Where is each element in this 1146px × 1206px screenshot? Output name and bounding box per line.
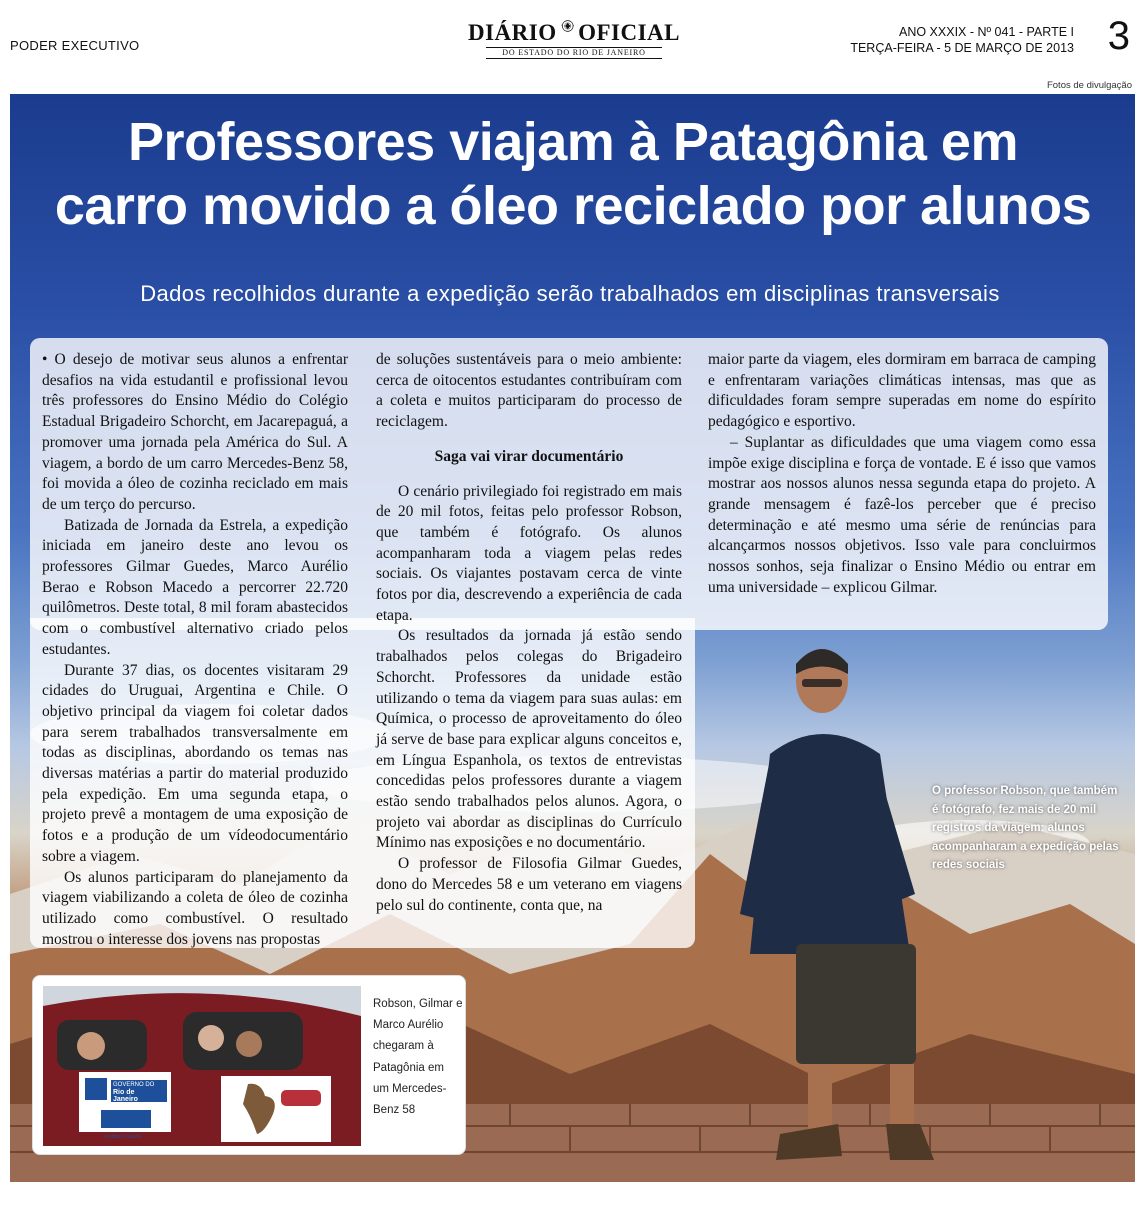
date-line: TERÇA-FEIRA - 5 DE MARÇO DE 2013 xyxy=(850,41,1074,55)
article-headline xyxy=(0,110,1146,238)
state-seal-icon xyxy=(561,11,574,41)
photo-credit: Fotos de divulgação xyxy=(1046,80,1132,91)
headline-line-1: Professores viajam à Patagônia em xyxy=(128,112,1018,172)
edition-info xyxy=(850,24,1074,56)
paragraph: maior parte da viagem, eles dormiram em barraca de camping e enfrentaram variações climáticas intensas, mas que as dificuldades foram sempre superadas em nome do espírito pedagógico e esportivo. xyxy=(708,351,1096,431)
column-1 xyxy=(42,350,348,950)
masthead-title xyxy=(468,20,680,46)
sign-text-1: GOVERNO DO xyxy=(113,1082,155,1088)
subheading: Saga vai virar documentário xyxy=(434,447,624,465)
column-2 xyxy=(376,350,682,916)
headline-line-2: carro movido a óleo reciclado por alunos xyxy=(54,176,1092,236)
column-3 xyxy=(708,350,1096,598)
page-number: 3 xyxy=(1107,14,1130,58)
section-label: PODER EXECUTIVO xyxy=(10,38,140,53)
article-deck: Dados recolhidos durante a expedição serão trabalhados em disciplinas transversais xyxy=(140,281,1000,306)
masthead-subtitle: DO ESTADO DO RIO DE JANEIRO xyxy=(486,47,662,59)
edition-line: ANO XXXIX - Nº 041 - PARTE I xyxy=(899,25,1074,39)
masthead-word-diario: DIÁRIO xyxy=(468,20,557,45)
masthead xyxy=(468,6,680,66)
paragraph: Batizada de Jornada da Estrela, a expedição iniciada em janeiro deste ano levou os professores Gilmar Guedes, Marco Aurélio Berao e Robson Macedo a percorrer 22.720 quilômetros. Deste total, 8 mil foram abastecidos com o combustível alternativo criado pelos estudantes. xyxy=(42,516,348,658)
car-photo xyxy=(43,986,361,1146)
paragraph: – Suplantar as dificuldades que uma viagem como essa impõe exige disciplina e força de vontade. E é isso que vamos mostrar aos nossos alunos nessa segunda etapa do projeto. A grande mensagem é fazê-los perceber que é preciso determinação e até mesmo uma série de renúncias para alcançarmos nossos objetivos. Isso vale para concluirmos nossos sonhos, seja finalizar o Ensino Médio ou entrar em uma universidade – explicou Gilmar. xyxy=(708,433,1096,596)
paragraph: Os alunos participaram do planejamento da viagem viabilizando a coleta de óleo de cozinha utilizado como combustível. O resultado mostrou o interesse dos jovens nas propostas xyxy=(42,868,348,948)
photo-caption-car: Robson, Gilmar e Marco Aurélio chegaram à Patagônia em um Mercedes-Benz 58 xyxy=(373,998,463,1117)
sign-text-2: Rio de xyxy=(113,1089,135,1096)
sign-text-4: Instituto Cultural xyxy=(105,1134,142,1140)
masthead-word-oficial: OFICIAL xyxy=(578,20,680,45)
photo-caption-robson: O professor Robson, que também é fotógrafo, fez mais de 20 mil registros da viagem: alunos acompanharam a expedição pelas redes sociais xyxy=(932,785,1119,871)
paragraph: Os resultados da jornada já estão sendo trabalhados pelos colegas do Brigadeiro Schorcht. Professores da unidade estão utilizando o tema da viagem para suas aulas: em Química, o processo de aproveitamento do óleo já serve de base para explicar alguns conceitos e, em Língua Espanhola, os textos de entrevistas concedidas pelos professores durante a viagem estão sendo trabalhados pelos alunos. Agora, o projeto vai abordar as disciplinas do Currículo Mínimo nas exposições e no documentário. xyxy=(376,627,682,852)
inset-photo-box xyxy=(32,975,466,1155)
sign-text-3: Janeiro xyxy=(113,1096,138,1103)
paragraph: • O desejo de motivar seus alunos a enfrentar desafios na vida estudantil e profissional levou três professores do Ensino Médio do Colégio Estadual Brigadeiro Schorcht, em Jacarepaguá, a promover uma jornada pela América do Sul. A viagem, a bordo de um carro Mercedes-Benz 58, foi movida a óleo de cozinha reciclado em mais de um terço do percurso. xyxy=(42,351,348,513)
mercedes-car-image xyxy=(43,986,361,1146)
paragraph: Durante 37 dias, os docentes visitaram 29 cidades do Uruguai, Argentina e Chile. O objetivo principal da viagem foi coletar dados para serem trabalhados transversalmente em todas as disciplinas, abordando os temas nas diversas matérias a partir do material produzido pela expedição. Em uma segunda etapa, o projeto prevê a montagem de uma exposição de fotos e a produção de um vídeodocumentário sobre a viagem. xyxy=(42,661,348,865)
paragraph: de soluções sustentáveis para o meio ambiente: cerca de oitocentos estudantes contribuíram com a coleta e muitos participaram do processo de reciclagem. xyxy=(376,351,682,431)
paragraph: O professor de Filosofia Gilmar Guedes, dono do Mercedes 58 e um veterano em viagens pelo sul do continente, conta que, na xyxy=(376,855,682,914)
paragraph: O cenário privilegiado foi registrado em mais de 20 mil fotos, feitas pelo professor Robson, que também é fotógrafo. Os alunos acompanharam toda a viagem pelas redes sociais. Os viajantes postavam cerca de vinte fotos por dia, descrevendo a experiência de cada etapa. xyxy=(376,482,682,624)
